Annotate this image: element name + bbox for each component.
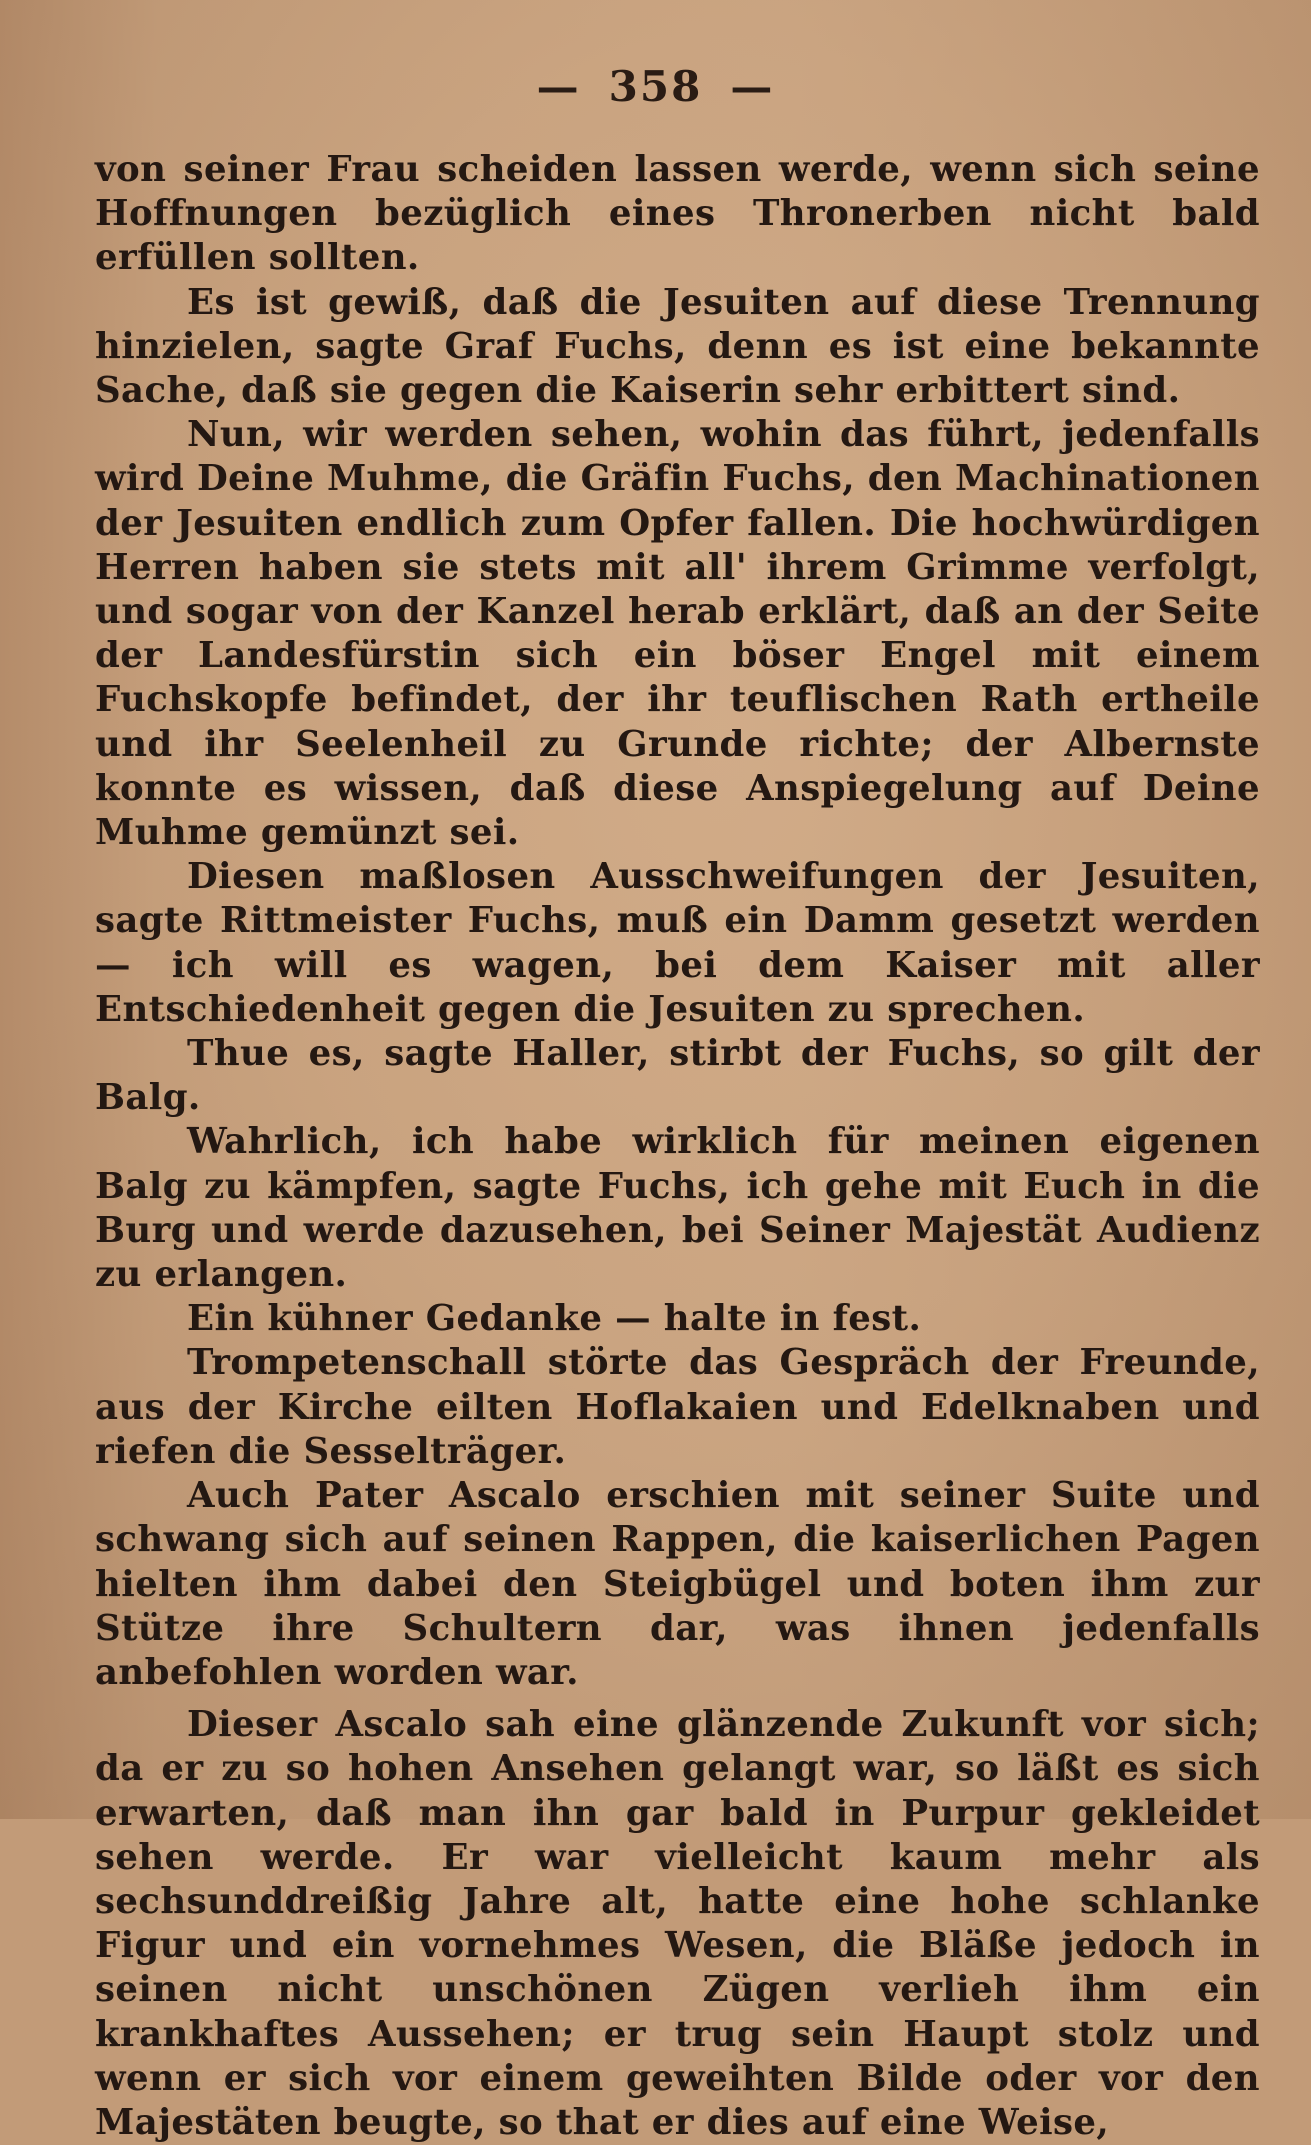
paragraph: von seiner Frau scheiden lassen werde, wenn sich seine Hoffnungen bezüglich eines Thronerben nicht bald erfüllen sollten. [95, 149, 1260, 279]
header-dash-right: — [730, 62, 775, 111]
paragraph: Trompetenschall störte das Gespräch der Freunde, aus der Kirche eilten Hoflakaien und Edelknaben und riefen die Sesselträger. [95, 1342, 1260, 1472]
header-dash-left: — [536, 62, 581, 111]
body-text [95, 148, 1260, 2145]
paragraph: Wahrlich, ich habe wirklich für meinen eigenen Balg zu kämpfen, sagte Fuchs, ich gehe mit Euch in die Burg und werde dazusehen, bei Seiner Majestät Audienz zu erlangen. [95, 1121, 1260, 1296]
paragraph: Diesen maßlosen Ausschweifungen der Jesuiten, sagte Rittmeister Fuchs, muß ein Damm gesetzt werden — ich will es wagen, bei dem Kaiser mit aller Entschiedenheit gegen die Jesuiten zu sprechen. [95, 856, 1260, 1030]
page-header [0, 62, 1311, 111]
paragraph: Nun, wir werden sehen, wohin das führt, jedenfalls wird Deine Muhme, die Gräfin Fuchs, den Machinationen der Jesuiten endlich zum Opfer fallen. Die hochwürdigen Herren haben sie stets mit all' ihrem Grimme verfolgt, und sogar von der Kanzel herab erklärt, daß an der Seite der Landesfürstin sich ein böser Engel mit einem Fuchskopfe befindet, der ihr teuflischen Rath ertheile und ihr Seelenheil zu Grunde richte; der Albernste konnte es wissen, daß diese Anspiegelung auf Deine Muhme gemünzt sei. [95, 414, 1260, 854]
paragraph: Auch Pater Ascalo erschien mit seiner Suite und schwang sich auf seinen Rappen, die kaiserlichen Pagen hielten ihm dabei den Steigbügel und boten ihm zur Stütze ihre Schultern dar, was ihnen jedenfalls anbefohlen worden war. [95, 1475, 1260, 1693]
paragraph: Dieser Ascalo sah eine glänzende Zukunft vor sich; da er zu so hohen Ansehen gelangt war, so läßt es sich erwarten, daß man ihn gar bald in Purpur gekleidet sehen werde. Er war vielleicht kaum mehr als sechsunddreißig Jahre alt, hatte eine hohe schlanke Figur und ein vornehmes Wesen, die Bläße jedoch in seinen nicht unschönen Zügen verlieh ihm ein krankhaftes Aussehen; er trug sein Haupt stolz und wenn er sich vor einem geweihten Bilde oder vor den Majestäten beugte, so that er dies auf eine Weise, [95, 1704, 1260, 2143]
paragraph: Ein kühner Gedanke — halte in fest. [187, 1298, 922, 1340]
page-number: 358 [608, 62, 703, 111]
paragraph: Thue es, sagte Haller, stirbt der Fuchs, so gilt der Balg. [95, 1033, 1260, 1119]
paragraph: Es ist gewiß, daß die Jesuiten auf diese Trennung hinzielen, sagte Graf Fuchs, denn es ist eine bekannte Sache, daß sie gegen die Kaiserin sehr erbittert sind. [95, 281, 1260, 412]
